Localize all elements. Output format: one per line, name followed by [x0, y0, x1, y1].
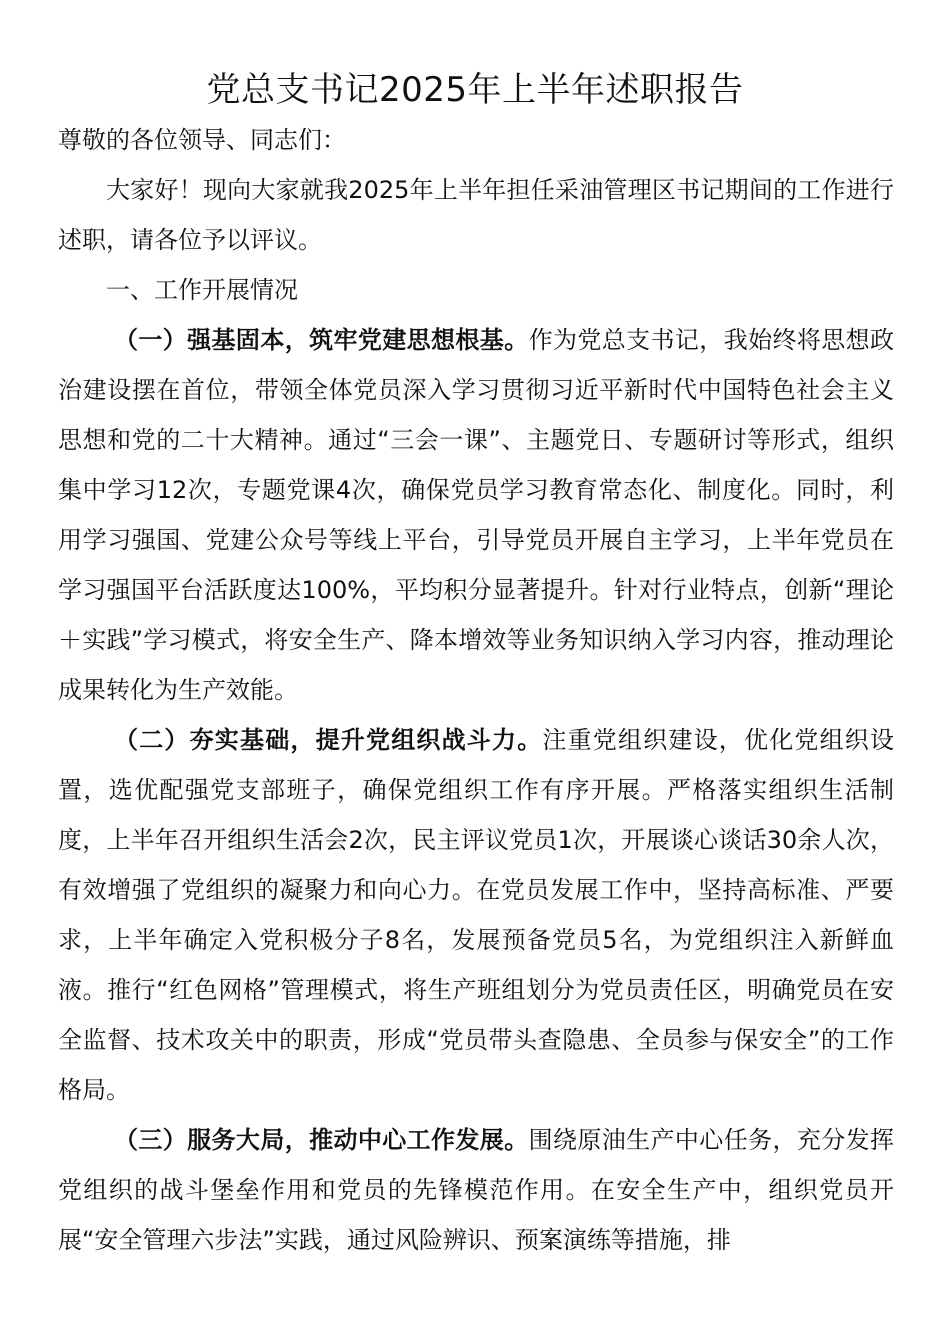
section-heading: 一、工作开展情况 [106, 276, 298, 304]
paragraph-2-text: 注重党组织建设，优化党组织设置，选优配强党支部班子，确保党组织工作有序开展。严格落实组织生活制度，上半年召开组织生活会2次，民主评议党员1次，开展谈心谈话30余人次，有效增强了党组织的凝聚力和向心力。在党员发展工作中，坚持高标准、严要求，上半年确定入党积极分子8名，发展预备党员5名，为党组织注入新鲜血液。推行“红色网格”管理模式，将生产班组划分为党员责任区，明确党员在安全监督、技术攻关中的职责，形成“党员带头查隐患、全员参与保安全”的工作格局。 [58, 726, 895, 1104]
document-body [58, 115, 894, 1265]
paragraph-3-text: 围绕原油生产中心任务，充分发挥党组织的战斗堡垒作用和党员的先锋模范作用。在安全生产中，组织党员开展“安全管理六步法”实践，通过风险辨识、预案演练等措施，排 [58, 1126, 895, 1254]
paragraph-2-lead: （二）夯实基础，提升党组织战斗力。 [114, 726, 543, 754]
paragraph-1 [58, 315, 894, 715]
salutation: 尊敬的各位领导、同志们： [58, 126, 346, 154]
paragraph-1-text: 作为党总支书记，我始终将思想政治建设摆在首位，带领全体党员深入学习贯彻习近平新时代中国特色社会主义思想和党的二十大精神。通过“三会一课”、主题党日、专题研讨等形式，组织集中学习12次，专题党课4次，确保党员学习教育常态化、制度化。同时，利用学习强国、党建公众号等线上平台，引导党员开展自主学习，上半年党员在学习强国平台活跃度达100%，平均积分显著提升。针对行业特点，创新“理论＋实践”学习模式，将安全生产、降本增效等业务知识纳入学习内容，推动理论成果转化为生产效能。 [58, 326, 895, 704]
intro-paragraph: 大家好！现向大家就我2025年上半年担任采油管理区书记期间的工作进行述职，请各位予以评议。 [58, 176, 894, 254]
paragraph-3 [58, 1115, 894, 1265]
document-title: 党总支书记2025年上半年述职报告 [206, 70, 744, 110]
paragraph-1-lead: （一）强基固本，筑牢党建思想根基。 [114, 326, 529, 354]
paragraph-2 [58, 715, 894, 1115]
paragraph-3-lead: （三）服务大局，推动中心工作发展。 [114, 1126, 529, 1154]
